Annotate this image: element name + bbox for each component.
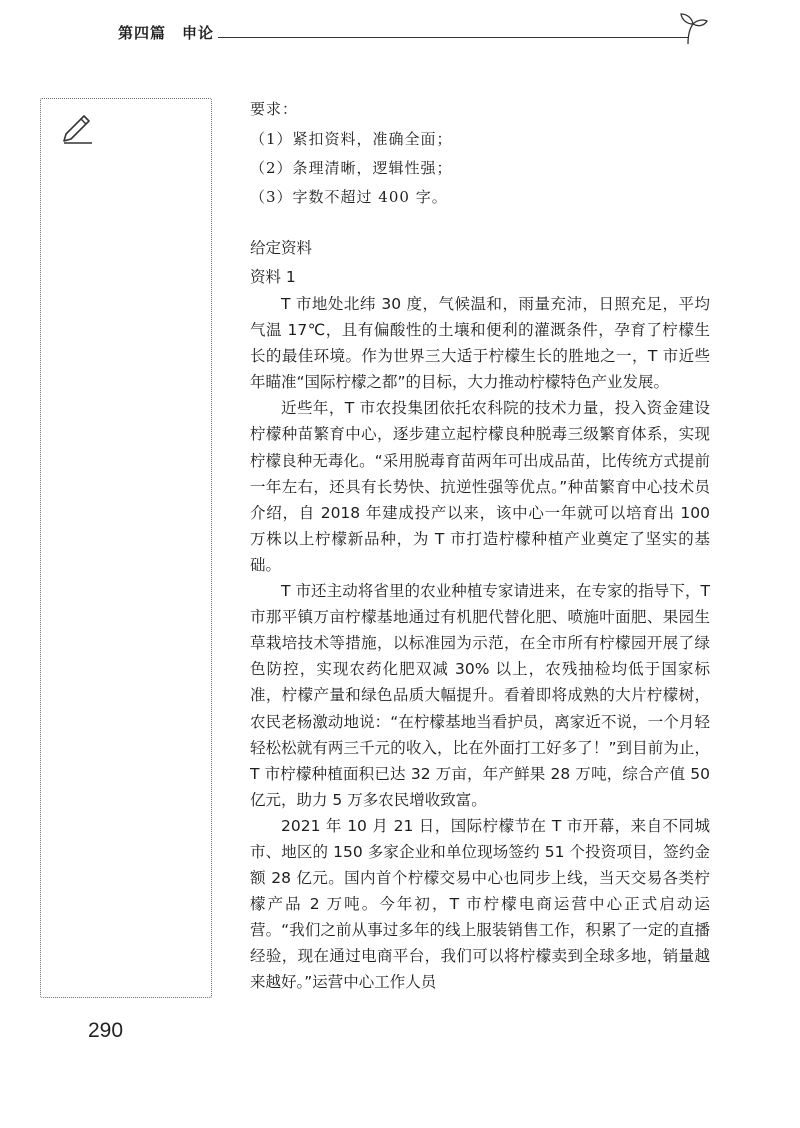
section-heading: 给定资料 — [250, 239, 313, 257]
paragraph: 2021 年 10 月 21 日，国际柠檬节在 T 市开幕，来自不同城市、地区的 150 多家企业和单位现场签约 51 个投资项目，签约金额 28 亿元。国内首个柠檬交易中心也同步上线，当天交易各类柠檬产品 2 万吨。今年初，T 市柠檬电商运营中心正式启动运营。“我们之前从事过多年的线上服装销售工作，积累了一定的直播经验，现在通过电商平台，我们可以将柠檬卖到全球多地，销量越来越好。”运营中心工作人员 — [250, 816, 710, 992]
sprout-icon — [676, 10, 710, 44]
header-rule — [218, 37, 688, 38]
paragraph: 近些年，T 市农投集团依托农科院的技术力量，投入资金建设柠檬种苗繁育中心，逐步建立起柠檬良种脱毒三级繁育体系，实现柠檬良种无毒化。“采用脱毒育苗两年可出成品苗，比传统方式提前一年左右，还具有长势快、抗逆性强等优点。”种苗繁育中心技术员介绍，自 2018 年建成投产以来，该中心一年就可以培育出 100 万株以上柠檬新品种，为 T 市打造柠檬种植产业奠定了坚实的基础。 — [250, 399, 710, 574]
paragraph: T 市还主动将省里的农业种植专家请进来，在专家的指导下，T 市那平镇万亩柠檬基地通过有机肥代替化肥、喷施叶面肥、果园生草栽培技术等措施，以标准园为示范，在全市所有柠檬园开展了绿色防控，实现农药化肥双减 30% 以上，农残抽检均低于国家标准，柠檬产量和绿色品质大幅提升。看着即将成熟的大片柠檬树，农民老杨激动地说：“在柠檬基地当看护员，离家近不说，一个月轻轻松松就有两三千元的收入，比在外面打工好多了！”到目前为止，T 市柠檬种植面积已达 32 万亩，年产鲜果 28 万吨，综合产值 50 亿元，助力 5 万多农民增收致富。 — [250, 582, 710, 809]
notes-margin-box — [40, 98, 212, 998]
paragraph: T 市地处北纬 30 度，气候温和，雨量充沛，日照充足，平均气温 17℃，且有偏酸性的土壤和便利的灌溉条件，孕育了柠檬生长的最佳环境。作为世界三大适于柠檬生长的胜地之一，T 市近些年瞄准“国际柠檬之都”的目标，大力推动柠檬特色产业发展。 — [250, 295, 710, 392]
requirements-title: 要求： — [250, 100, 299, 118]
requirement-item: （3）字数不超过 400 字。 — [250, 188, 448, 206]
chapter-title: 第四篇 申论 — [118, 24, 215, 42]
material-subheading: 资料 1 — [250, 268, 296, 286]
requirement-item: （2）条理清晰，逻辑性强； — [250, 159, 453, 177]
pencil-icon — [60, 112, 96, 144]
requirement-item: （1）紧扣资料，准确全面； — [250, 130, 453, 148]
page-number: 290 — [88, 1019, 124, 1042]
material-body — [250, 291, 710, 996]
